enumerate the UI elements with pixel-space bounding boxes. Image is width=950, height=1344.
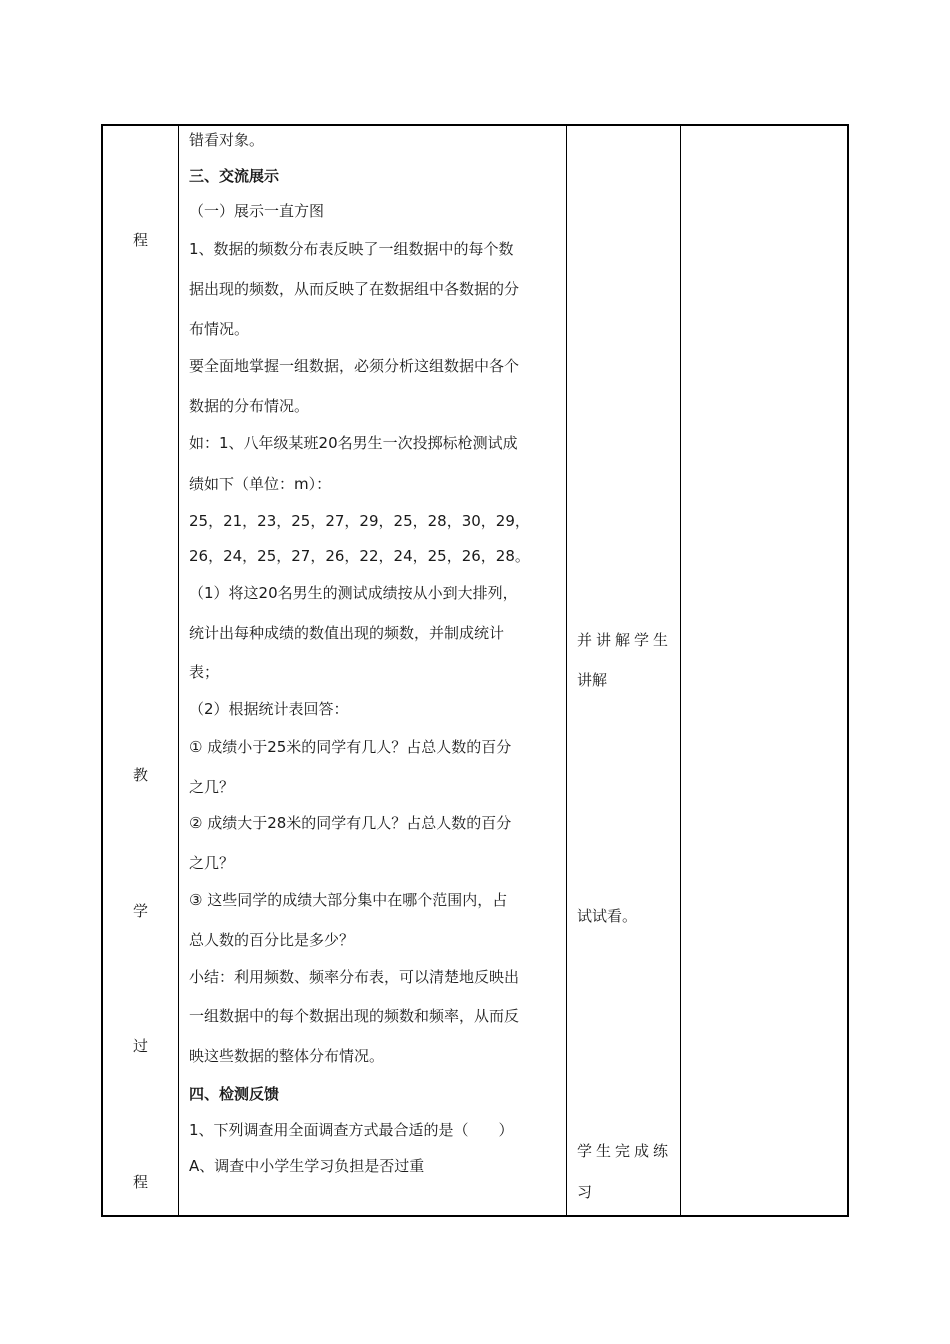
question-line: 之几？ [189,778,235,796]
lesson-line: 1、数据的频数分布表反映了一组数据中的每个数 [189,240,514,258]
stage-label: 程 [133,231,149,249]
question-line: ② 成绩大于28米的同学有几人？占总人数的百分 [189,814,512,832]
activity-note: 试试看。 [577,907,638,925]
column-divider [178,126,179,1215]
lesson-plan-table [101,124,849,1217]
question-line: ③ 这些同学的成绩大部分集中在哪个范围内，占 [189,891,508,909]
data-values-line: 25，21，23，25，27，29，25，28，30，29， [189,512,530,530]
activity-note: 并讲解学生 [577,631,673,649]
lesson-line: 表； [189,663,220,681]
exercise-line: A、调查中小学生学习负担是否过重 [189,1157,425,1175]
column-divider [566,126,567,1215]
lesson-line: 统计出每种成绩的数值出现的频数，并制成统计 [189,624,505,642]
summary-line: 一组数据中的每个数据出现的频数和频率，从而反 [189,1007,520,1025]
question-line: 总人数的百分比是多少？ [189,931,355,949]
activity-note: 学生完成练 [577,1142,673,1160]
summary-line: 小结：利用频数、频率分布表，可以清楚地反映出 [189,968,520,986]
lesson-line: 如：1、八年级某班20名男生一次投掷标枪测试成 [189,434,518,452]
lesson-line: 绩如下（单位：m）： [189,475,332,493]
lesson-line: 数据的分布情况。 [189,397,310,415]
section-heading: 三、交流展示 [189,167,280,185]
lesson-line: （一）展示一直方图 [189,202,325,220]
question-line: ① 成绩小于25米的同学有几人？占总人数的百分 [189,738,512,756]
lesson-line: 要全面地掌握一组数据，必须分析这组数据中各个 [189,357,520,375]
data-values-line: 26，24，25，27，26，22，24，25，26，28。 [189,547,530,565]
stage-label: 学 [133,902,149,920]
stage-label: 过 [133,1037,149,1055]
lesson-line: （1）将这20名男生的测试成绩按从小到大排列， [189,584,518,602]
activity-note: 习 [577,1183,593,1201]
stage-label: 教 [133,766,149,784]
column-divider [680,126,681,1215]
question-line: 之几？ [189,854,235,872]
lesson-line: 布情况。 [189,320,250,338]
summary-line: 映这些数据的整体分布情况。 [189,1047,385,1065]
lesson-line: （2）根据统计表回答： [189,700,349,718]
activity-note: 讲解 [577,671,608,689]
exercise-line: 1、下列调查用全面调查方式最合适的是（ ） [189,1121,514,1139]
lesson-line: 据出现的频数，从而反映了在数据组中各数据的分 [189,280,520,298]
section-heading: 四、检测反馈 [189,1085,280,1103]
lesson-line: 错看对象。 [189,131,265,149]
stage-label: 程 [133,1173,149,1191]
